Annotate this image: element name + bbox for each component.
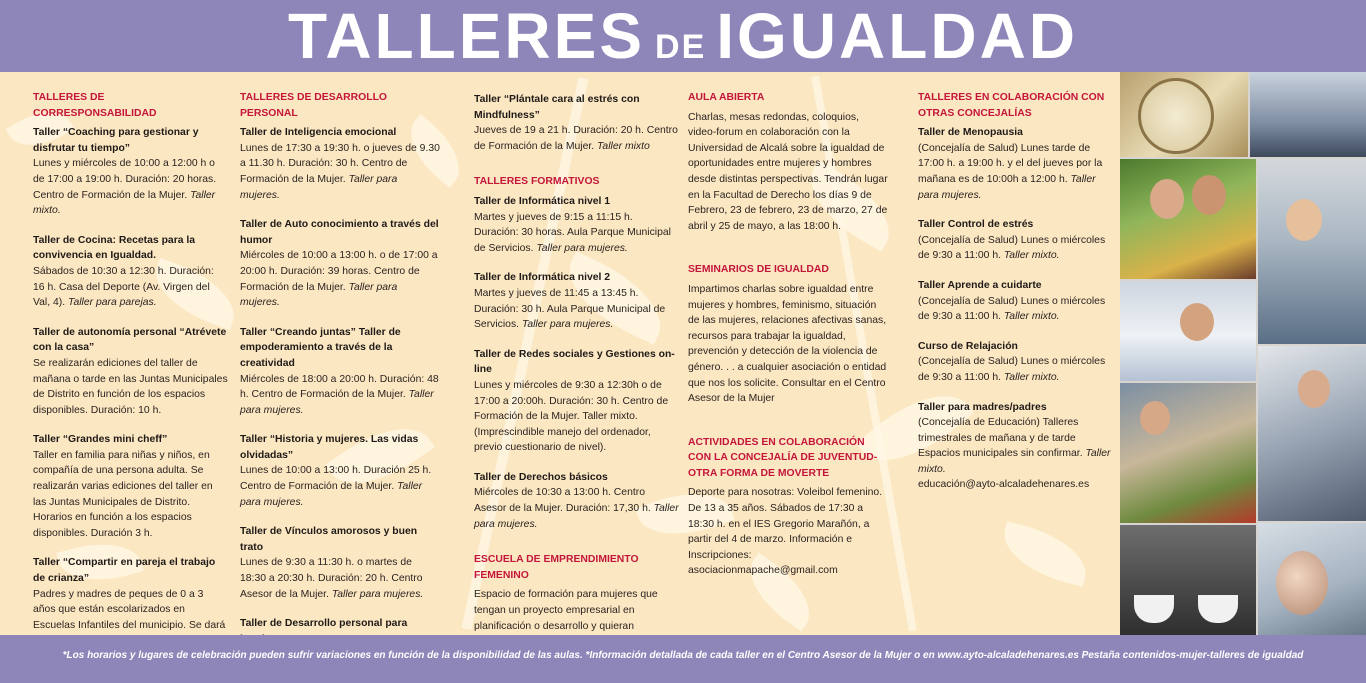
workshop-body: Miércoles de 18:00 a 20:00 h. Duración: 48 h. Centro de Formación de la Mujer.	[240, 373, 439, 401]
person-face-icon	[1140, 401, 1170, 435]
workshop-body: (Concejalía de Salud) Lunes o miércoles de 9:30 a 11:00 h.	[918, 356, 1106, 383]
workshop-title: Taller de Derechos básicos	[474, 471, 608, 483]
workshop-entry	[918, 217, 1113, 264]
workshop-tag: Taller mixto.	[1003, 250, 1060, 262]
workshop-tag: Taller para mujeres.	[474, 503, 679, 530]
workshop-entry	[240, 325, 440, 419]
workshop-entry	[474, 347, 679, 456]
workshop-body: Jueves de 19 a 21 h. Duración: 20 h. Centro de Formación de la Mujer.	[474, 125, 678, 152]
workshop-body: Sábados de 10:30 a 12:30 h. Duración: 16 h. Casa del Deporte (Av. Virgen del Val, 4).	[33, 265, 214, 309]
section-body: Deporte para nosotras: Voleibol femenino. De 13 a 35 años. Sábados de 17:30 a 18:30 h. en el IES Gregorio Marañón, a partir del 4 de marzo. Información e Inscripciones:	[688, 487, 883, 561]
workshop-title: Taller de Menopausia	[918, 127, 1023, 139]
workshop-title: Taller Control de estrés	[918, 219, 1034, 231]
column-otras-concejalias	[918, 90, 1113, 507]
section-title: SEMINARIOS DE IGUALDAD	[688, 264, 829, 276]
content-area	[0, 72, 1120, 635]
couple-photo	[1120, 159, 1256, 279]
workshop-entry	[33, 432, 228, 541]
section-body: Espacio de formación para mujeres que tengan un proyecto empresarial en planificación o desarrollo y quieran	[474, 589, 658, 632]
workshop-tag: Taller para parejas.	[68, 297, 157, 309]
title-word-2: DE	[655, 28, 707, 66]
workshop-title: Taller Aprende a cuidarte	[918, 279, 1042, 291]
workshop-body: (Concejalía de Salud) Lunes o miércoles de 9:30 a 11:00 h.	[918, 295, 1106, 323]
workshop-tag: Taller para mujeres.	[240, 481, 423, 508]
person-face-icon	[1180, 303, 1214, 341]
workshop-title: Taller de Cocina: Recetas para la convivencia en Igualdad.	[33, 234, 196, 262]
workshop-tag: Taller para mujeres.	[240, 281, 398, 309]
workshop-entry	[474, 470, 679, 532]
workshop-tag: Taller para mujeres.	[536, 242, 628, 254]
section-body: Impartimos charlas sobre igualdad entre mujeres y hombres, feminismo, situación de las mujeres, relaciones afectivas sanas, recursos para trabajar la igualdad, prevención y detección de la violencia de género. . . a cualquier asociación o entidad que nos los solicite. Consultar en el Centro Asesor de la Mujer	[688, 283, 887, 405]
workshop-entry	[33, 325, 228, 419]
workshop-tag: Taller mixto.	[1003, 311, 1060, 323]
title-word-3: IGUALDAD	[716, 0, 1078, 72]
workshop-body: Taller en familia para niñas y niños, en compañía de una persona adulta. Se realizarán varias ediciones del taller en las Juntas Municipales de Distrito. Horarios en función a los espacios disponibles. Duración 3 h.	[33, 449, 213, 539]
workshop-entry	[474, 92, 679, 154]
workshop-title: Curso de Relajación	[918, 340, 1018, 352]
workshop-title: Taller “Historia y mujeres. Las vidas olvidadas”	[240, 434, 419, 461]
workshop-entry	[33, 555, 228, 635]
workshop-title: Taller de autonomía personal “Atrévete con la casa”	[33, 326, 227, 354]
photo-collage	[1120, 72, 1366, 635]
workshop-body: (Concejalía de Salud) Lunes tarde de 17:00 h. a 19:00 h. y el del jueves por la mañana es de 10:00h a 12:00 h.	[918, 142, 1103, 185]
woman-laptop-photo	[1258, 346, 1366, 521]
workshop-body: Martes y jueves de 11:45 a 13:45 h. Duración: 30 h. Aula Parque Municipal de Servicios.	[474, 287, 666, 331]
workshop-title: Taller de Desarrollo personal para	[240, 618, 408, 630]
workshop-title: Taller “Coaching para gestionar y disfrutar tu tiempo”	[33, 127, 199, 154]
workshop-title: Taller “Creando juntas” Taller de empoderamiento a través de la creatividad	[240, 326, 401, 369]
workshop-tag: Taller para mujeres.	[240, 173, 398, 201]
leaf-decoration	[996, 521, 1094, 587]
cup-icon	[1134, 595, 1174, 623]
workshop-entry	[918, 125, 1113, 203]
person-face-icon	[1192, 175, 1226, 215]
section-title: AULA ABIERTA	[688, 92, 765, 103]
section-title: TALLERES FORMATIVOS	[474, 176, 600, 188]
section-title: ACTIVIDADES EN COLABORACIÓN CON LA CONCEJALÍA DE JUVENTUD-OTRA FORMA DE MOVERTE	[688, 436, 878, 479]
workshop-body: (Concejalía de Salud) Lunes o miércoles de 9:30 a 11:00 h.	[918, 234, 1106, 262]
workshop-entry	[240, 524, 440, 602]
workshop-entry	[33, 125, 228, 219]
workshop-tag: Taller para mujeres.	[331, 588, 424, 600]
contact-email[interactable]: asociacionmapache@gmail.com	[688, 565, 838, 577]
workshop-body: Lunes de 9:30 a 11:30 h. o martes de 18:30 a 20:30 h. Duración: 20 h. Centro Asesor de la Mujer.	[240, 557, 423, 600]
coffee-cups-photo	[1120, 525, 1256, 635]
father-baby-photo	[1120, 281, 1256, 381]
clock-face-icon	[1138, 78, 1214, 154]
workshop-title: Taller de Informática nivel 1	[474, 195, 611, 207]
workshop-title: Taller de Redes sociales y Gestiones on-line	[474, 348, 675, 376]
workshop-tag: Taller para mujeres.	[918, 173, 1096, 201]
person-face-icon	[1298, 370, 1330, 408]
workshop-title: Taller “Plántale cara al estrés con Mindfulness”	[474, 94, 640, 121]
office-photo	[1250, 72, 1366, 157]
cooking-photo	[1120, 383, 1256, 523]
workshop-body: Se realizarán ediciones del taller de mañana o tarde en las Juntas Municipales de Distrito en función de los espacios disponibles. Duración: 10 h.	[33, 357, 228, 416]
footer-banner	[0, 635, 1366, 683]
workshop-body: (Concejalía de Educación) Talleres trimestrales de mañana y de tarde Espacios municipales sin confirmar.	[918, 417, 1083, 460]
workshop-tag: Taller para mujeres.	[521, 319, 614, 331]
workshop-body: Padres y madres de peques de 0 a 3 años que están escolarizados en Escuelas Infantiles del municipio. Se dará	[33, 588, 226, 631]
workshop-tag: Taller mixto.	[918, 448, 1111, 475]
workshop-body: Lunes de 17:30 a 19:30 h. o jueves de 9.30 a 11.30 h. Duración: 30 h. Centro de Formación de la Mujer.	[240, 142, 440, 185]
workshop-tag: Taller mixto.	[33, 189, 216, 217]
workshop-body: Miércoles de 10:00 a 13:00 h. o de 17:00 a 20:00 h. Duración: 39 horas. Centro de Formación de la Mujer.	[240, 250, 438, 293]
column-formativos	[474, 92, 679, 635]
column-corresponsabilidad	[33, 90, 228, 635]
workshop-entry	[240, 217, 440, 311]
workshop-entry	[240, 432, 440, 510]
person-face-icon	[1286, 199, 1322, 241]
workshop-entry	[33, 233, 228, 311]
section-title: TALLERES DE CORRESPONSABILIDAD	[33, 92, 157, 119]
section-title: TALLERES DE DESARROLLO PERSONAL	[240, 92, 388, 119]
workshop-title: Taller “Compartir en pareja el trabajo de crianza”	[33, 557, 216, 585]
workshop-tag: Taller para mujeres.	[240, 389, 434, 416]
workshop-tag: Taller mixto.	[1003, 371, 1060, 383]
workshop-tag: Taller mixto	[597, 140, 650, 152]
person-face-icon	[1276, 551, 1328, 615]
section-body: Charlas, mesas redondas, coloquios, video-forum en colaboración con la Universidad de Alcalá sobre la igualdad de oportunidades entre mujeres y hombres desde distintas perspectivas. Tendrán lugar en la Facultad de Derecho los días 9 de Febrero, 23 de febrero, 23 de marzo, 27 de abril y 25 de mayo, a las 18:00 h.	[688, 111, 888, 232]
workshop-entry	[918, 400, 1113, 494]
section-title: TALLERES EN COLABORACIÓN CON OTRAS CONCEJALÍAS	[918, 92, 1105, 119]
workshop-title: Taller de Inteligencia emocional	[240, 127, 397, 139]
workshop-entry	[474, 270, 679, 332]
workshop-body: Lunes y miércoles de 9:30 a 12:30h o de 17:00 a 20:00h. Duración: 30 h. Centro de Formación de la Mujer. Taller mixto. (Imprescindible manejo del ordenador, previo cuestionario de nivel).	[474, 379, 669, 454]
workshop-title: Taller de Vínculos amorosos y buen trato	[240, 526, 418, 553]
boy-dishes-photo	[1258, 159, 1366, 344]
column-aula-abierta	[688, 90, 888, 599]
workshop-title: Taller de Informática nivel 2	[474, 272, 611, 284]
clock-photo	[1120, 72, 1248, 157]
section-title: ESCUELA DE EMPRENDIMIENTO FEMENINO	[474, 554, 639, 581]
woman-portrait-photo	[1258, 523, 1366, 635]
workshop-body: Lunes de 10:00 a 13:00 h. Duración 25 h. Centro de Formación de la Mujer.	[240, 465, 432, 493]
workshop-entry	[240, 616, 440, 635]
cup-icon	[1198, 595, 1238, 623]
contact-email[interactable]: educación@ayto-alcaladehenares.es	[918, 479, 1090, 491]
workshop-entry	[474, 194, 679, 256]
column-desarrollo-personal	[240, 90, 440, 635]
workshop-body: Lunes y miércoles de 10:00 a 12:00 h o de 17:00 a 19:00 h. Duración: 20 horas. Centro de Formación de la Mujer.	[33, 158, 217, 201]
workshop-title: Taller “Grandes mini cheff”	[33, 434, 168, 446]
person-face-icon	[1150, 179, 1184, 219]
workshop-entry	[240, 125, 440, 203]
workshop-entry	[918, 278, 1113, 325]
page-title	[0, 0, 1366, 72]
workshop-body: Martes y jueves de 9:15 a 11:15 h. Duración: 30 horas. Aula Parque Municipal de Servicios.	[474, 211, 671, 254]
workshop-title: Taller para madres/padres	[918, 401, 1047, 413]
workshop-title: Taller de Auto conocimiento a través del humor	[240, 219, 439, 246]
title-word-1: TALLERES	[287, 0, 646, 72]
workshop-body: Miércoles de 10:30 a 13:00 h. Centro Asesor de la Mujer. Duración: 17,30 h.	[474, 487, 651, 515]
footer-note: *Los horarios y lugares de celebración pueden sufrir variaciones en función de la disponibilidad de las aulas. *Información detallada de cada taller en el Centro Asesor de la Mujer o en www.ayto-alcaladehenares.es Pestaña contenidos-mujer-talleres de igualdad	[62, 650, 1304, 661]
workshop-entry	[918, 339, 1113, 386]
